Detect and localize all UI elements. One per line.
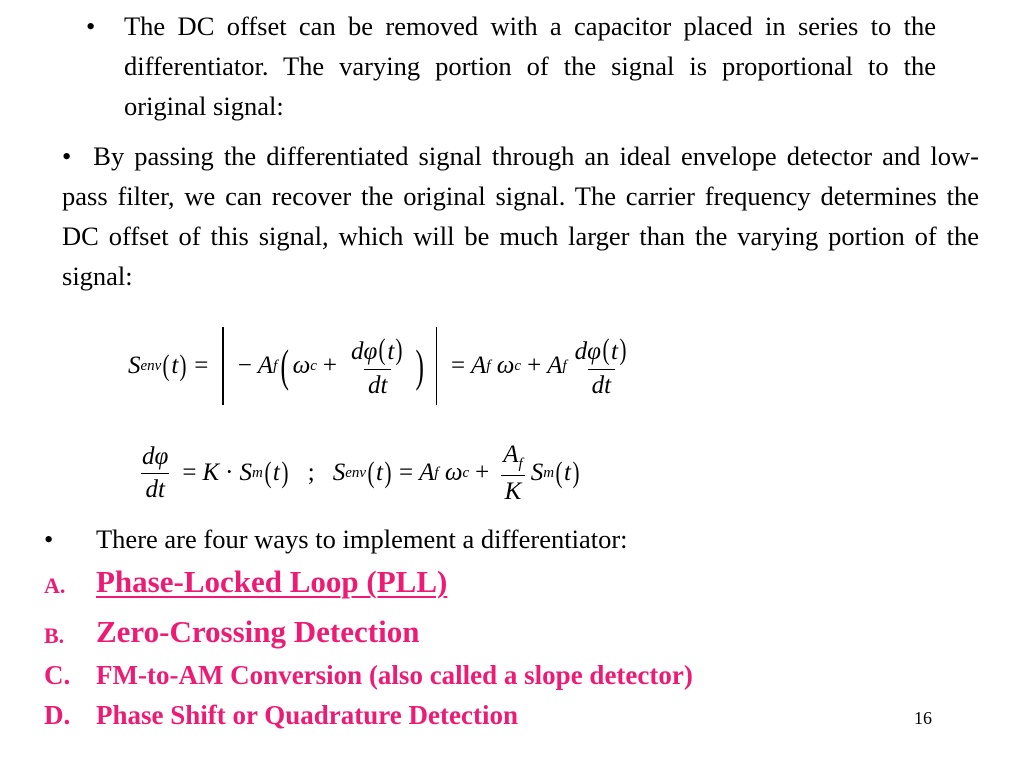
bullet: • — [86, 11, 96, 41]
paragraph-envelope-detector — [62, 136, 979, 296]
item-text: Zero-Crossing Detection — [96, 614, 420, 649]
abs-bar-left — [222, 327, 223, 405]
page-number: 16 — [914, 708, 932, 728]
item-letter: D. — [44, 700, 71, 730]
item-text: Phase Shift or Quadrature Detection — [96, 700, 518, 730]
abs-bar-right — [436, 327, 437, 405]
list-intro-text: There are four ways to implement a differentiator: — [96, 524, 628, 554]
fraction-af-k: $\frac{A_f}{K}$ — [499, 441, 526, 506]
bullet: • — [62, 141, 72, 171]
item-text: Phase-Locked Loop (PLL) — [96, 564, 448, 599]
equation-message: $\frac{d\varphi}{dt}$ = K · S m ( t ) ; S env ( t ) = A f ω c + $\frac{A_f}{K}$ S m ( t ) — [134, 432, 581, 514]
fraction-dphi-dt: $\frac{d\varphi(t)}{dt}$ — [351, 332, 403, 399]
paragraph-dc-offset — [86, 6, 936, 126]
paragraph-text: By passing the differentiated signal through an ideal envelope detector and low-pass filter, we can recover the original signal. The carrier frequency determines the DC offset of this signal, which will be much larger than the varying portion of the signal: — [62, 141, 979, 291]
equation-envelope: S env ( t ) = − A f ( ω c + $\frac{d\varphi(t)}{dt}$ ) = A f ω c + A f $\frac{d\varphi(t)}{dt}$ — [128, 326, 636, 406]
paragraph-text: The DC offset can be removed with a capacitor placed in series to the differentiator. The varying portion of the signal is proportional to the original signal: — [124, 11, 936, 121]
item-letter: A. — [44, 573, 66, 598]
item-letter: C. — [44, 660, 71, 690]
item-letter: B. — [44, 623, 65, 648]
item-text: FM-to-AM Conversion (also called a slope detector) — [96, 660, 693, 690]
fraction-dphi-dt: $\frac{d\varphi(t)}{dt}$ — [574, 332, 627, 399]
fraction-dphi-dt: $\frac{d\varphi}{dt}$ — [142, 442, 169, 503]
bullet: • — [44, 524, 54, 554]
